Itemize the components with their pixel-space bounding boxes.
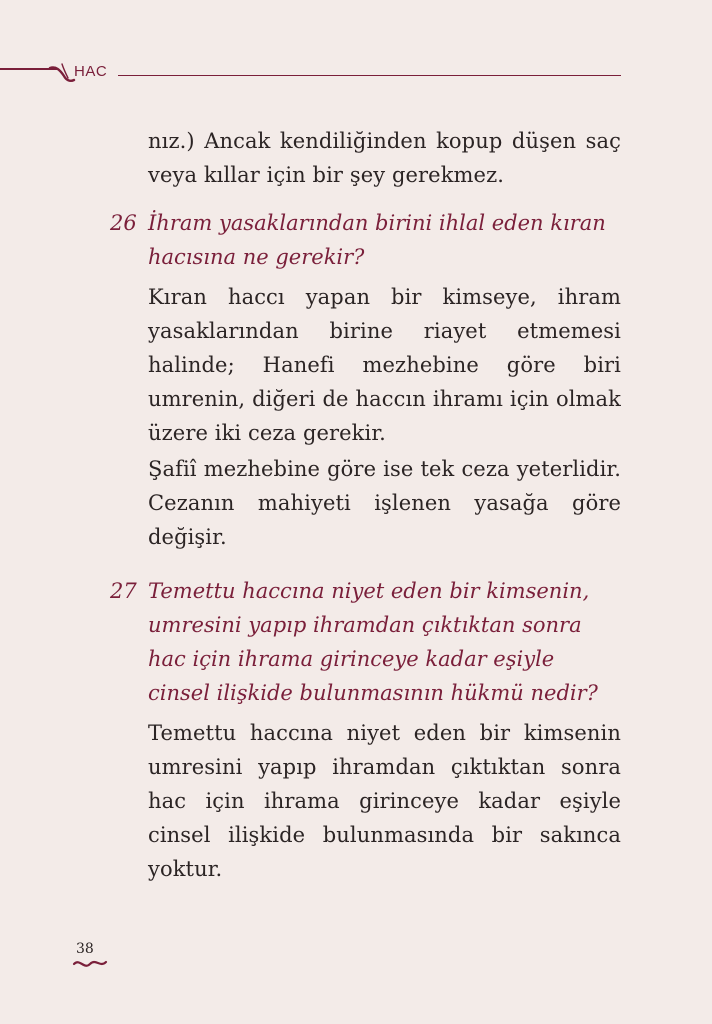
ornament-wave-icon <box>72 956 108 972</box>
continuation-paragraph: nız.) Ancak kendiliğinden kopup düşen saç veya kıllar için bir şey gerekmez. <box>148 129 621 187</box>
question-number: 27 <box>110 579 137 603</box>
page-content <box>110 124 622 886</box>
question-number: 26 <box>110 211 137 235</box>
page-number: 38 <box>76 941 94 957</box>
header-rule-right <box>118 75 621 76</box>
answer-paragraph: Kıran haccı yapan bir kimseye, ihram yasaklarından birine riayet etmemesi halinde; Hanefi mezhebine göre biri umrenin, diğeri de haccın ihramı için olmak üzere iki ceza gerekir. <box>148 285 621 445</box>
answer-paragraph: Şafiî mezhebine göre ise tek ceza yeterlidir. Cezanın mahiyeti işlenen yasağa göre değişir. <box>148 457 621 549</box>
question-block-26 <box>110 206 622 554</box>
question-text: Temettu haccına niyet eden bir kimsenin, umresini yapıp ihramdan çıktıktan sonra hac için ihrama girinceye kadar eşiyle cinsel ilişkide bulunmasının hükmü nedir? <box>148 579 598 705</box>
section-title: HAC <box>74 63 108 80</box>
question-block-27 <box>110 574 622 886</box>
answer-paragraph: Temettu haccına niyet eden bir kimsenin umresini yapıp ihramdan çıktıktan sonra hac için ihrama girinceye kadar eşiyle cinsel ilişkide bulunmasında bir sakınca yoktur. <box>148 721 621 881</box>
question-text: İhram yasaklarından birini ihlal eden kıran hacısına ne gerekir? <box>148 211 606 269</box>
